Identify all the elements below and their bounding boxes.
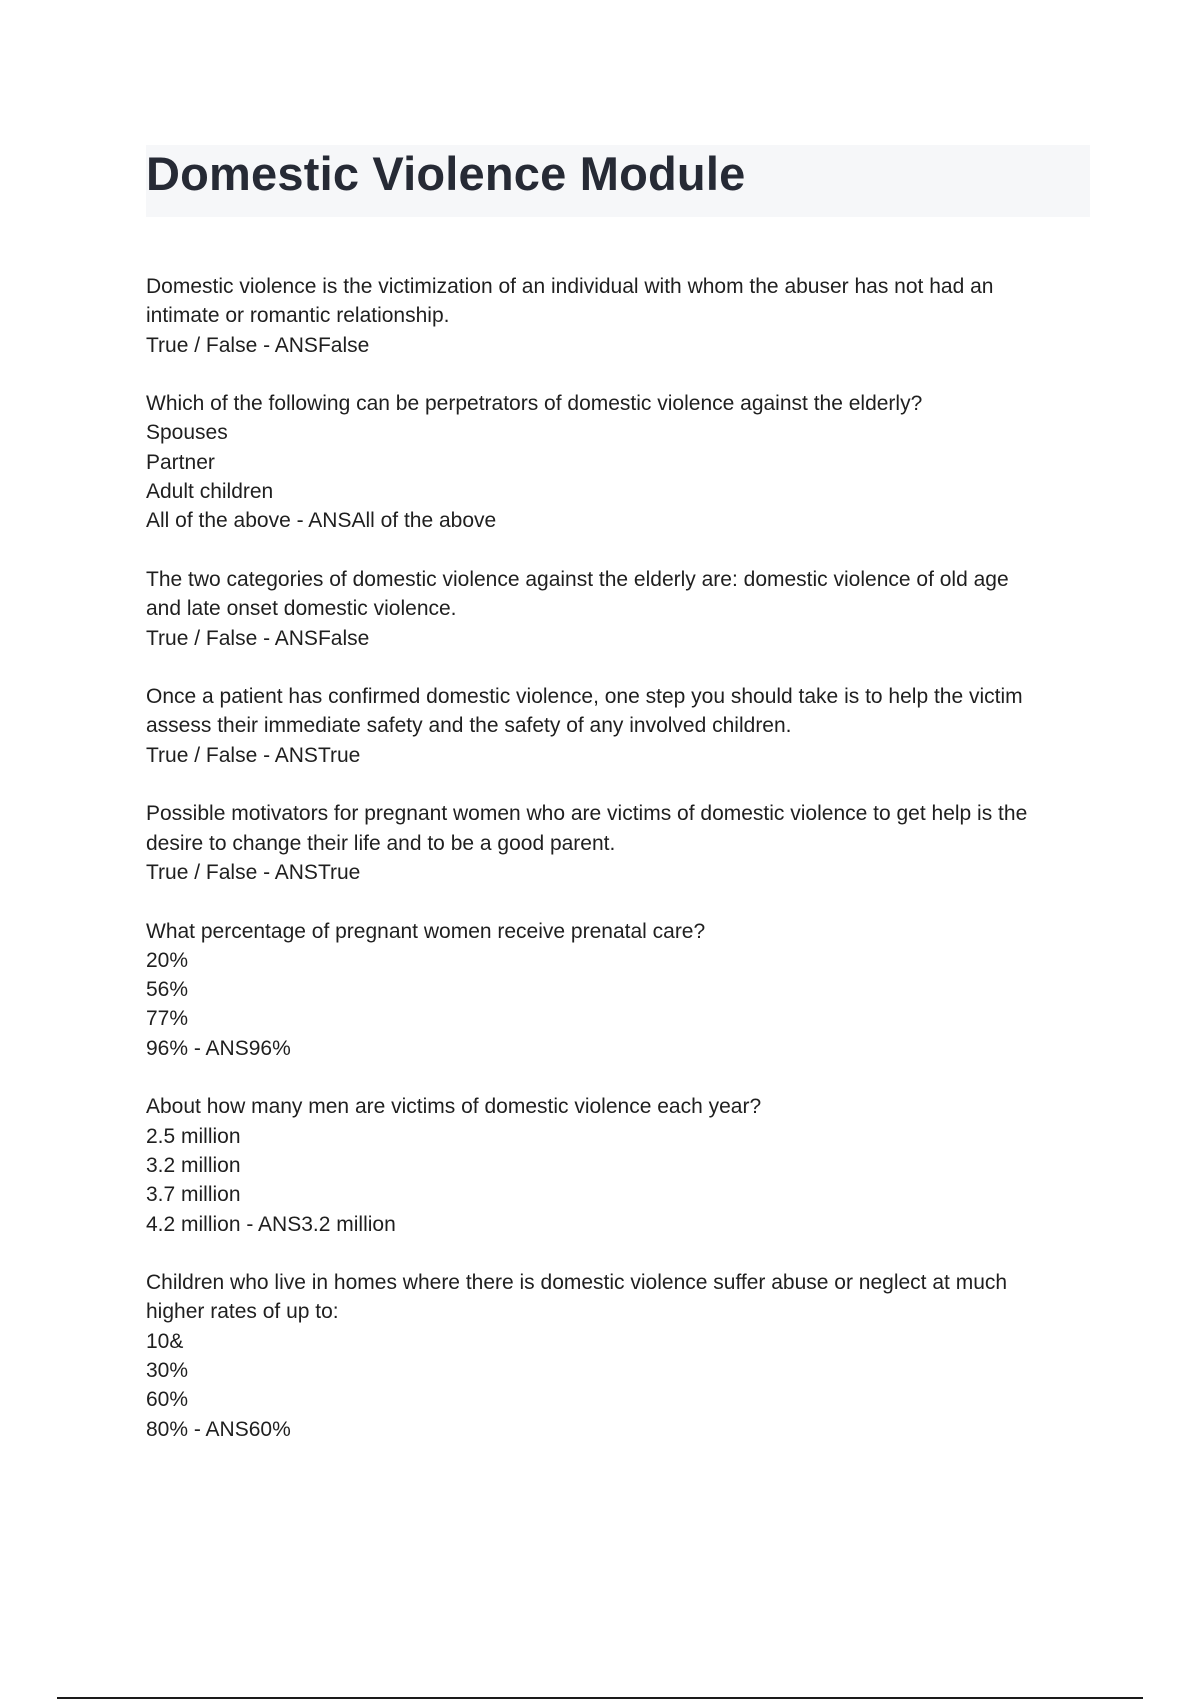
qa-item [146,272,1106,360]
option-line: 56% [146,978,189,1002]
answer-line: True / False - ANSTrue [146,743,361,767]
answer-line: 4.2 million - ANS3.2 million [146,1212,396,1236]
option-line: 30% [146,1358,189,1382]
page-title: Domestic Violence Module [146,147,746,200]
answer-line: True / False - ANSFalse [146,333,370,357]
answer-line: 96% - ANS96% [146,1036,291,1060]
qa-list [146,272,1106,1444]
qa-item [146,1268,1106,1444]
answer-line: 80% - ANS60% [146,1417,291,1441]
qa-item [146,1092,1106,1238]
answer-line: True / False - ANSFalse [146,626,370,650]
qa-item [146,917,1106,1063]
option-line: 77% [146,1007,189,1031]
question-line: Children who live in homes where there is domestic violence suffer abuse or neglect at much [146,1271,1008,1295]
question-line: and late onset domestic violence. [146,597,457,621]
answer-line: All of the above - ANSAll of the above [146,509,497,533]
question-line: About how many men are victims of domestic violence each year? [146,1095,762,1119]
question-line: Once a patient has confirmed domestic violence, one step you should take is to help the victim [146,685,1023,709]
qa-item [146,389,1106,535]
qa-item [146,565,1106,653]
option-line: 10& [146,1329,184,1353]
question-line: Domestic violence is the victimization of an individual with whom the abuser has not had an [146,275,994,298]
question-line: The two categories of domestic violence against the elderly are: domestic violence of old age [146,567,1009,591]
option-line: 20% [146,948,189,972]
question-line: assess their immediate safety and the safety of any involved children. [146,714,792,738]
question-line: intimate or romantic relationship. [146,304,450,328]
question-line: What percentage of pregnant women receive prenatal care? [146,919,706,943]
qa-item [146,799,1106,887]
option-line: Partner [146,450,215,474]
option-line: 3.7 million [146,1183,241,1207]
option-line: Adult children [146,480,274,504]
qa-item [146,682,1106,770]
option-line: 60% [146,1388,189,1412]
question-line: desire to change their life and to be a good parent. [146,831,616,855]
option-line: Spouses [146,421,228,445]
option-line: 2.5 million [146,1124,241,1148]
footer-divider [57,1697,1143,1699]
answer-line: True / False - ANSTrue [146,860,361,884]
question-line: Which of the following can be perpetrators of domestic violence against the elderly? [146,392,923,416]
question-line: Possible motivators for pregnant women who are victims of domestic violence to get help is the [146,802,1028,826]
question-line: higher rates of up to: [146,1300,339,1324]
option-line: 3.2 million [146,1153,241,1177]
